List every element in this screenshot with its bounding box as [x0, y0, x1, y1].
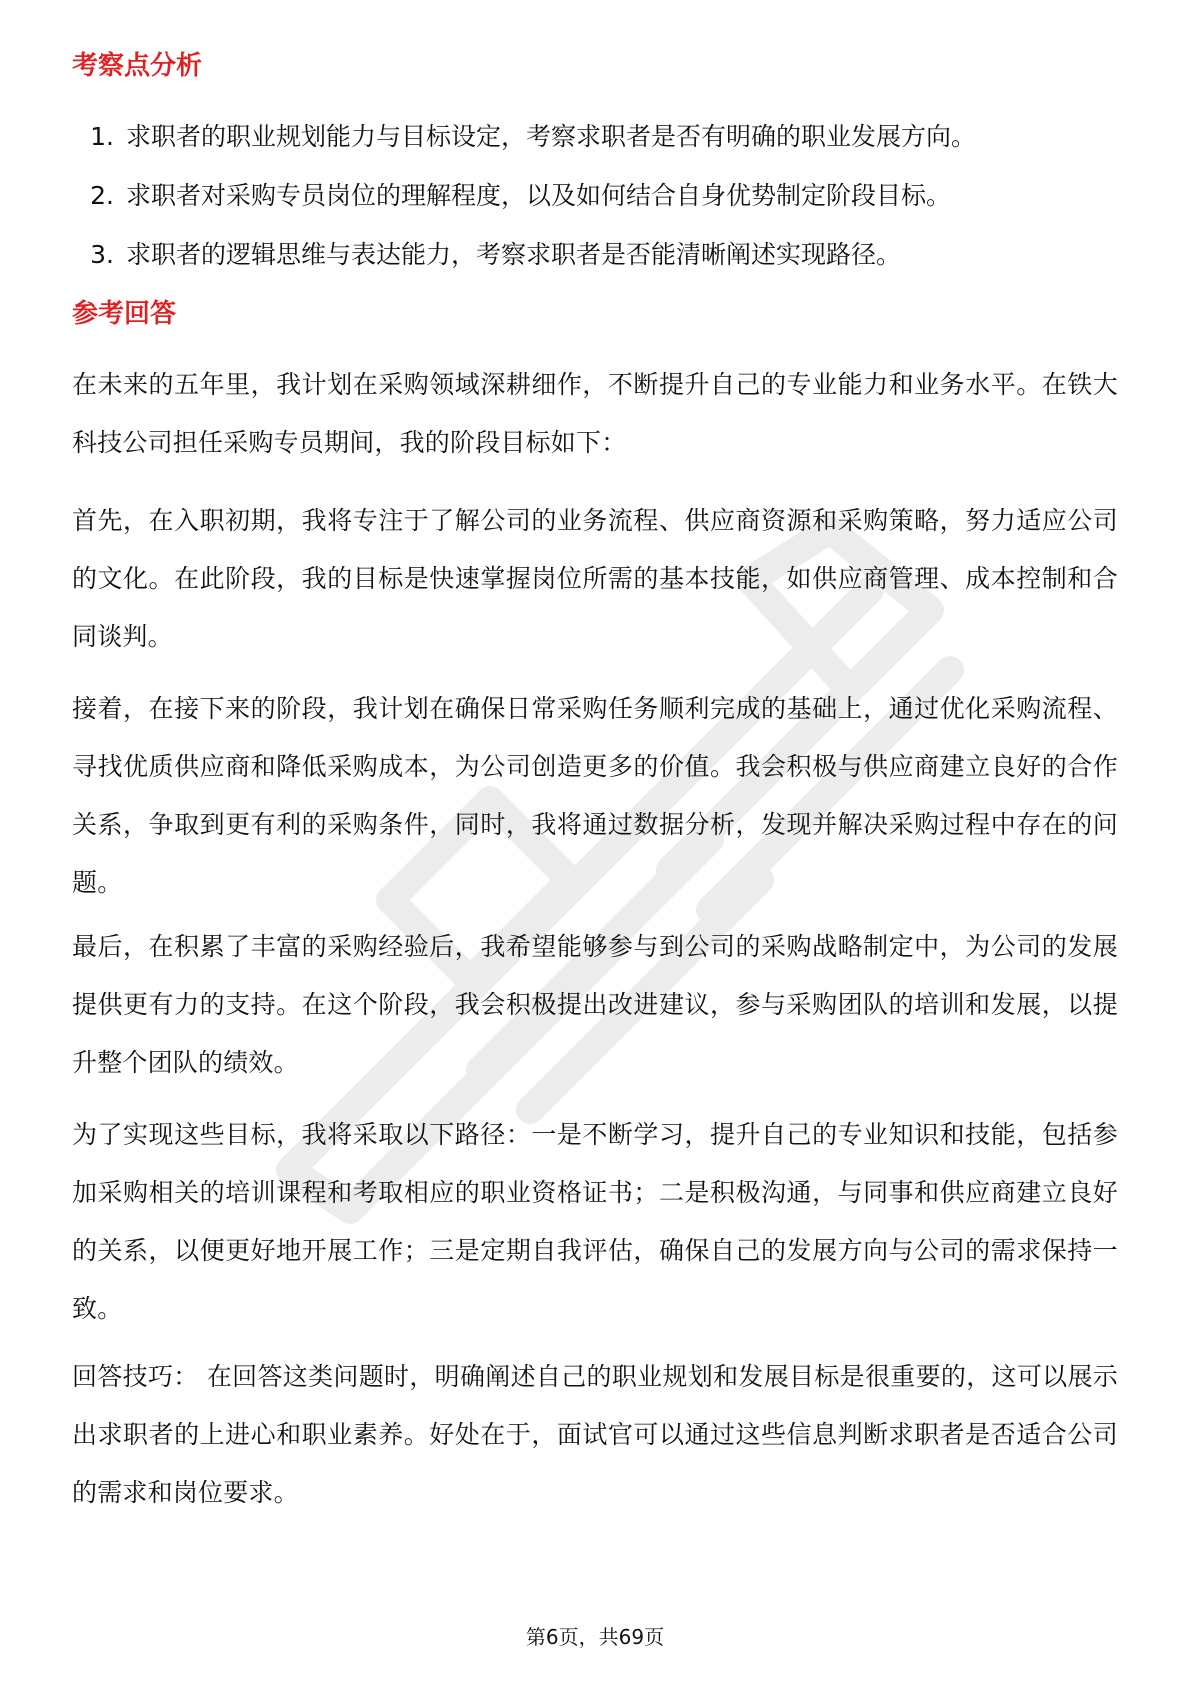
answer-paragraph: 为了实现这些目标，我将采取以下路径：一是不断学习，提升自己的专业知识和技能，包括参加采购相关的培训课程和考取相应的职业资格证书；二是积极沟通，与同事和供应商建立良好的关系，以便更好地开展工作；三是定期自我评估，确保自己的发展方向与公司的需求保持一致。	[72, 1120, 1118, 1323]
answer-tips-paragraph: 回答技巧： 在回答这类问题时，明确阐述自己的职业规划和发展目标是很重要的，这可以展示出求职者的上进心和职业素养。好处在于，面试官可以通过这些信息判断求职者是否适合公司的需求和岗位要求。	[72, 1362, 1118, 1507]
list-text: 求职者对采购专员岗位的理解程度，以及如何结合自身优势制定阶段目标。	[126, 181, 952, 210]
list-number: 2.	[90, 181, 114, 210]
list-text: 求职者的逻辑思维与表达能力，考察求职者是否能清晰阐述实现路径。	[126, 240, 902, 269]
list-text: 求职者的职业规划能力与目标设定，考察求职者是否有明确的职业发展方向。	[126, 122, 977, 151]
list-item	[72, 177, 1122, 236]
list-number: 3.	[90, 240, 114, 269]
page-number: 第6页，共69页	[525, 1625, 665, 1649]
analysis-heading: 考察点分析	[72, 51, 203, 81]
answer-paragraph: 在未来的五年里，我计划在采购领域深耕细作，不断提升自己的专业能力和业务水平。在铁大科技公司担任采购专员期间，我的阶段目标如下：	[72, 370, 1118, 457]
answer-paragraph: 最后，在积累了丰富的采购经验后，我希望能够参与到公司的采购战略制定中，为公司的发展提供更有力的支持。在这个阶段，我会积极提出改进建议，参与采购团队的培训和发展，以提升整个团队的绩效。	[72, 932, 1118, 1077]
answer-paragraph: 首先，在入职初期，我将专注于了解公司的业务流程、供应商资源和采购策略，努力适应公司的文化。在此阶段，我的目标是快速掌握岗位所需的基本技能，如供应商管理、成本控制和合同谈判。	[72, 506, 1118, 651]
list-item	[72, 118, 1122, 177]
answer-paragraph: 接着，在接下来的阶段，我计划在确保日常采购任务顺利完成的基础上，通过优化采购流程、寻找优质供应商和降低采购成本，为公司创造更多的价值。我会积极与供应商建立良好的合作关系，争取到更有利的采购条件，同时，我将通过数据分析，发现并解决采购过程中存在的问题。	[72, 694, 1118, 897]
analysis-list	[72, 118, 1122, 295]
list-number: 1.	[90, 122, 114, 151]
list-item	[72, 236, 1122, 295]
answer-heading: 参考回答	[72, 299, 177, 329]
